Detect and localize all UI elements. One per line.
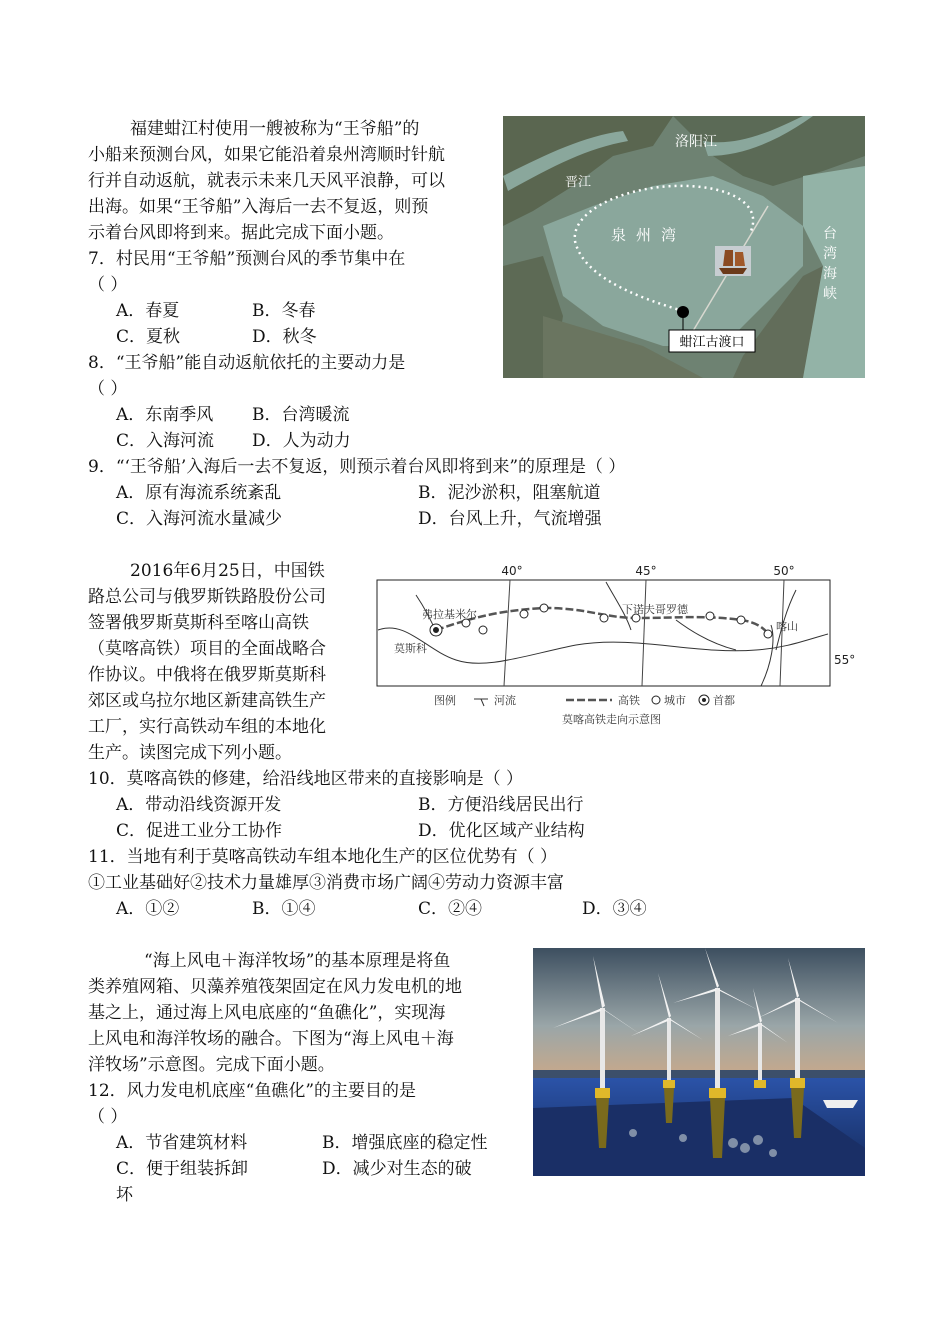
option-c: C．促进工业分工协作 bbox=[116, 821, 283, 841]
option-c: C．②④ bbox=[418, 899, 483, 919]
intro-line: 路总公司与俄罗斯铁路股份公司 bbox=[88, 587, 326, 607]
boat-icon bbox=[823, 1100, 858, 1108]
offshore-wind-ranch-illustration bbox=[533, 948, 865, 1176]
option-b: B．①④ bbox=[252, 899, 316, 919]
river-legend-icon bbox=[474, 699, 488, 706]
option-c: C．便于组装拆卸 bbox=[116, 1159, 249, 1179]
intro-line: 福建蚶江村使用一艘被称为“王爷船”的 bbox=[130, 119, 420, 139]
label-nizhny-novgorod: 下诺夫哥罗德 bbox=[622, 603, 688, 616]
option-a: A．带动沿线资源开发 bbox=[116, 795, 282, 815]
label-strait: 峡 bbox=[823, 286, 837, 302]
option-c: C．入海河流 bbox=[116, 431, 215, 451]
intro-line: 上风电和海洋牧场的融合。下图为“海上风电＋海 bbox=[88, 1029, 454, 1049]
label-lon-50: 50° bbox=[773, 564, 795, 578]
option-d: D．减少对生态的破 bbox=[322, 1159, 472, 1179]
label-lon-40: 40° bbox=[501, 564, 523, 578]
option-b: B．台湾暖流 bbox=[252, 405, 350, 425]
label-lon-45: 45° bbox=[635, 564, 657, 578]
option-b: B．冬春 bbox=[252, 301, 316, 321]
label-strait: 台 bbox=[823, 226, 837, 242]
intro-line: 基之上，通过海上风电底座的“鱼礁化”，实现海 bbox=[88, 1003, 446, 1023]
question-stem: 12．风力发电机底座“鱼礁化”的主要目的是 bbox=[88, 1081, 417, 1101]
legend-river: 河流 bbox=[494, 694, 516, 707]
quanzhou-bay-map bbox=[503, 116, 865, 378]
question-paren: （ ） bbox=[88, 1107, 128, 1127]
intro-line: 作协议。中俄将在俄罗斯莫斯科 bbox=[88, 665, 326, 685]
option-d: D．人为动力 bbox=[252, 431, 351, 451]
intro-line: “海上风电＋海洋牧场”的基本原理是将鱼 bbox=[144, 951, 451, 971]
question-stem: 7．村民用“王爷船”预测台风的季节集中在 bbox=[88, 249, 406, 269]
label-jinjiang: 晋江 bbox=[565, 175, 592, 190]
option-a: A．节省建筑材料 bbox=[116, 1133, 248, 1153]
question-items: ①工业基础好②技术力量雄厚③消费市场广阔④劳动力资源丰富 bbox=[88, 873, 564, 893]
intro-line: 示着台风即将到来。据此完成下面小题。 bbox=[88, 223, 394, 243]
label-lat-55: 55° bbox=[834, 653, 856, 667]
moscow-kazan-railway-map bbox=[376, 560, 856, 732]
option-d: D．③④ bbox=[582, 899, 647, 919]
question-stem: 8．“王爷船”能自动返航依托的主要动力是 bbox=[88, 353, 406, 373]
legend-title: 图例 bbox=[434, 694, 456, 707]
label-ferry: 蚶江古渡口 bbox=[679, 335, 745, 350]
intro-line: 生产。读图完成下列小题。 bbox=[88, 743, 292, 763]
intro-line: 小船来预测台风，如果它能沿着泉州湾顺时针航 bbox=[88, 145, 445, 165]
option-d-continued: 坏 bbox=[116, 1185, 133, 1205]
intro-line: 洋牧场”示意图。完成下面小题。 bbox=[88, 1055, 335, 1075]
intro-line: 郊区或乌拉尔地区新建高铁生产 bbox=[88, 691, 326, 711]
city-legend-icon bbox=[652, 696, 660, 704]
option-a: A．①② bbox=[116, 899, 180, 919]
ship-icon bbox=[715, 246, 751, 276]
option-a: A．春夏 bbox=[116, 301, 180, 321]
question-paren: （ ） bbox=[88, 275, 128, 295]
legend-city: 城市 bbox=[664, 694, 686, 707]
map-caption: 莫喀高铁走向示意图 bbox=[562, 713, 661, 726]
intro-line: 2016年6月25日，中国铁 bbox=[130, 561, 325, 581]
label-moscow: 莫斯科 bbox=[394, 642, 427, 655]
legend-capital: 首都 bbox=[713, 694, 735, 707]
label-luoyang-river: 洛阳江 bbox=[675, 134, 717, 150]
intro-line: 签署俄罗斯莫斯科至喀山高铁 bbox=[88, 613, 309, 633]
option-d: D．台风上升，气流增强 bbox=[418, 509, 602, 529]
label-quanzhou-bay: 泉州湾 bbox=[611, 226, 687, 244]
label-strait: 湾 bbox=[823, 246, 837, 262]
intro-line: 工厂，实行高铁动车组的本地化 bbox=[88, 717, 326, 737]
option-b: B．方便沿线居民出行 bbox=[418, 795, 584, 815]
intro-line: 出海。如果“王爷船”入海后一去不复返，则预 bbox=[88, 197, 429, 217]
option-d: D．秋冬 bbox=[252, 327, 317, 347]
option-a: A．原有海流系统紊乱 bbox=[116, 483, 282, 503]
intro-line: 类养殖网箱、贝藻养殖筏架固定在风力发电机的地 bbox=[88, 977, 462, 997]
option-d: D．优化区域产业结构 bbox=[418, 821, 585, 841]
intro-line: 行并自动返航，就表示未来几天风平浪静，可以 bbox=[88, 171, 445, 191]
option-a: A．东南季风 bbox=[116, 405, 214, 425]
question-stem: 11．当地有利于莫喀高铁动车组本地化生产的区位优势有（ ） bbox=[88, 847, 558, 867]
option-b: B．增强底座的稳定性 bbox=[322, 1133, 488, 1153]
option-c: C．入海河流水量减少 bbox=[116, 509, 283, 529]
question-paren: （ ） bbox=[88, 379, 128, 399]
label-vladimir: 弗拉基米尔 bbox=[422, 608, 477, 621]
question-stem: 10．莫喀高铁的修建，给沿线地区带来的直接影响是（ ） bbox=[88, 769, 524, 789]
label-strait: 海 bbox=[823, 266, 837, 282]
intro-line: （莫喀高铁）项目的全面战略合 bbox=[88, 639, 326, 659]
question-stem: 9．“‘王爷船’入海后一去不复返，则预示着台风即将到来”的原理是（ ） bbox=[88, 457, 626, 477]
legend-hsr: 高铁 bbox=[618, 694, 640, 707]
option-c: C．夏秋 bbox=[116, 327, 181, 347]
option-b: B．泥沙淤积，阻塞航道 bbox=[418, 483, 601, 503]
label-kazan: 喀山 bbox=[776, 620, 798, 633]
